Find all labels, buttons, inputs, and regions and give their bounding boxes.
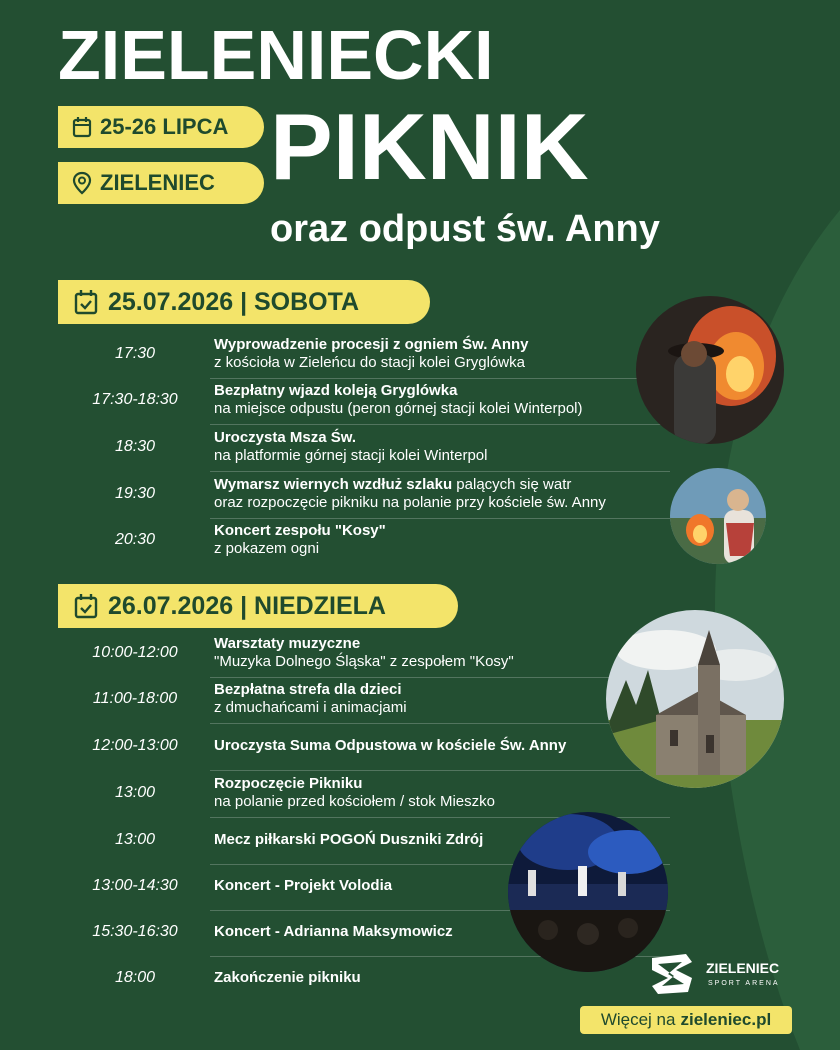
event-time: 13:00-14:30: [92, 877, 178, 894]
event-time: 11:00-18:00: [92, 690, 178, 707]
event-detail: oraz rozpoczęcie pikniku na polanie przy kościele św. Anny: [214, 494, 606, 511]
day1-header: [58, 280, 430, 324]
event-row: [70, 331, 670, 377]
event-time: 20:30: [114, 531, 156, 548]
bonfire-woman-photo: [670, 468, 766, 564]
calendar-check-icon: [74, 289, 98, 315]
website-link[interactable]: [580, 1006, 792, 1034]
logo-sub: SPORT ARENA: [708, 980, 780, 987]
event-detail: "Muzyka Dolnego Śląska" z zespołem "Kosy": [214, 653, 514, 670]
event-title: Bezpłatna strefa dla dzieci: [214, 681, 402, 698]
event-detail: z pokazem ogni: [214, 540, 320, 557]
place-pill-label: ZIELENIEC: [100, 170, 215, 195]
event-time: 17:30-18:30: [92, 391, 178, 408]
event-desc: [214, 737, 566, 755]
title-line1: ZIELENIECKI: [58, 16, 494, 94]
event-desc: [214, 635, 514, 671]
event-title: Wyprowadzenie procesji z ogniem Św. Anny: [214, 336, 529, 353]
title-line2: PIKNIK: [270, 94, 589, 199]
event-title: Mecz piłkarski POGOŃ Duszniki Zdrój: [214, 831, 484, 848]
website-url[interactable]: zieleniec.pl: [680, 1010, 772, 1029]
calendar-check-icon: [74, 593, 98, 619]
event-detail: na polanie przed kościołem / stok Mieszko: [214, 793, 495, 810]
event-title: Bezpłatny wjazd koleją Gryglówka: [214, 382, 458, 399]
place-pill: [58, 162, 264, 204]
event-desc: [214, 429, 487, 465]
concert-photo: [508, 812, 668, 972]
website-prefix: Więcej na: [600, 1010, 676, 1029]
event-detail: z kościoła w Zieleńcu do stacji kolei Gryglówka: [214, 354, 525, 371]
event-time: 17:30: [114, 345, 156, 362]
event-desc: [214, 877, 392, 895]
event-title: Wymarsz wiernych wzdłuż szlaku: [214, 476, 453, 493]
event-title-rest: palących się watr: [452, 476, 572, 493]
church-photo: [606, 610, 784, 788]
event-row: [70, 770, 670, 816]
event-title: Koncert zespołu "Kosy": [214, 522, 386, 539]
event-row: [70, 630, 670, 676]
event-desc: [214, 336, 529, 372]
event-desc: [214, 476, 606, 512]
event-time: 18:30: [114, 438, 156, 455]
event-row: [70, 676, 670, 722]
event-time: 18:00: [114, 969, 156, 986]
event-row: [70, 377, 670, 423]
day1-label: 25.07.2026 | SOBOTA: [108, 287, 360, 316]
event-time: 12:00-13:00: [92, 737, 178, 754]
event-desc: [214, 775, 495, 811]
zieleniec-logo-icon: [646, 948, 698, 1000]
tagline: oraz odpust św. Anny: [270, 208, 660, 250]
day2-label: 26.07.2026 | NIEDZIELA: [108, 591, 386, 620]
event-title: Zakończenie pikniku: [214, 969, 361, 986]
event-desc: [214, 923, 453, 941]
procession-fire-photo: [636, 296, 784, 444]
day2-header: [58, 584, 458, 628]
event-detail: z dmuchańcami i animacjami: [214, 699, 407, 716]
event-title: Rozpoczęcie Pikniku: [214, 775, 363, 792]
event-detail: na platformie górnej stacji kolei Winterpol: [214, 447, 488, 464]
event-title: Koncert - Projekt Volodia: [214, 877, 393, 894]
event-row: [70, 424, 670, 470]
event-time: 13:00: [114, 831, 156, 848]
event-title: Warsztaty muzyczne: [214, 635, 361, 652]
location-pin-icon: [72, 171, 92, 195]
event-time: 19:30: [114, 485, 156, 502]
event-row: [70, 517, 670, 563]
event-title: Uroczysta Msza Św.: [214, 429, 356, 446]
event-desc: [214, 969, 361, 987]
event-row: [70, 723, 670, 769]
event-time: 15:30-16:30: [92, 923, 178, 940]
calendar-icon: [72, 116, 92, 138]
event-desc: [214, 681, 407, 717]
event-desc: [214, 382, 583, 418]
event-desc: [214, 831, 483, 849]
event-time: 13:00: [114, 784, 156, 801]
date-pill: [58, 106, 264, 148]
date-pill-label: 25-26 LIPCA: [100, 114, 229, 139]
event-title: Uroczysta Suma Odpustowa w kościele Św. Anny: [214, 737, 567, 754]
event-detail: na miejsce odpustu (peron górnej stacji kolei Winterpol): [214, 400, 583, 417]
event-title: Koncert - Adrianna Maksymowicz: [214, 923, 453, 940]
logo-name: ZIELENIEC: [706, 960, 780, 976]
event-time: 10:00-12:00: [92, 644, 178, 661]
zieleniec-logo: [646, 948, 786, 1002]
event-desc: [214, 522, 386, 558]
event-row: [70, 471, 670, 517]
